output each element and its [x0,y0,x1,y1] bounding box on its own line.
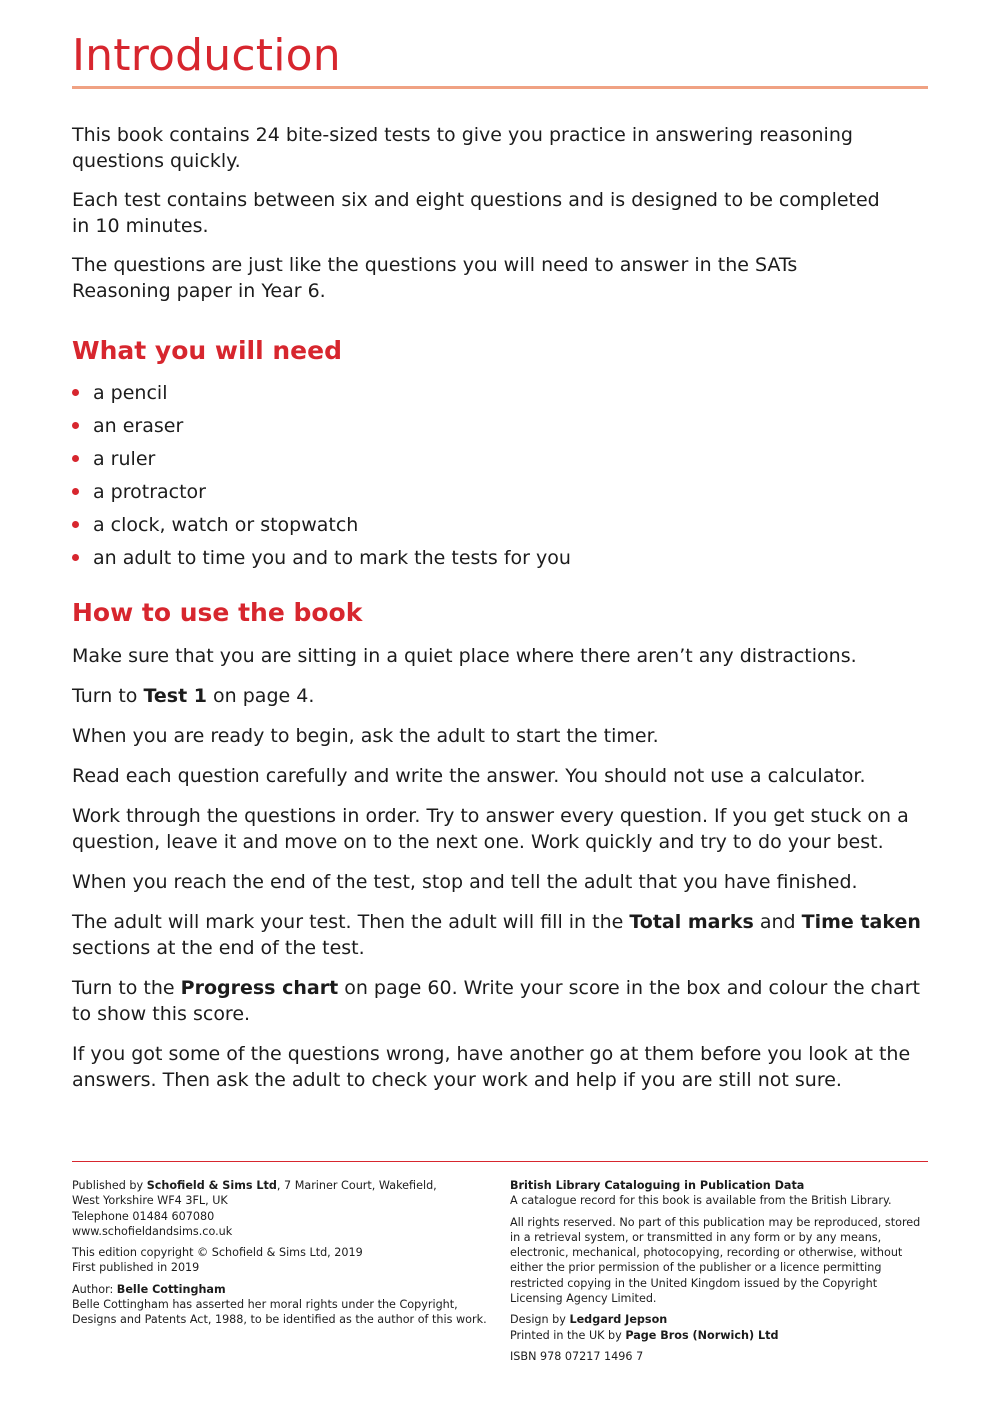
list-item [72,479,571,512]
howto-paragraph: If you got some of the questions wrong, have another go at them before you look at the answers. Then ask the adult to check your work and help if you are still not sure. [72,1043,911,1091]
bullet-icon [72,488,79,495]
list-item [72,446,571,479]
list-item-label: an adult to time you and to mark the tests for you [93,547,571,569]
title-divider [72,86,928,89]
bullet-icon [72,422,79,429]
bullet-icon [72,389,79,396]
need-list [72,380,571,578]
bullet-icon [72,554,79,561]
author-info: Author: Belle Cottingham Belle Cottingham has asserted her moral rights under the Copyright, Designs and Patents Act, 1988, to be identified as the author of this work. [72,1282,487,1327]
list-item [72,545,571,578]
howto-paragraph: Work through the questions in order. Try to answer every question. If you get stuck on a question, leave it and move on to the next one. Work quickly and try to do your best. [72,805,909,853]
footer-rights-info [510,1178,930,1370]
edition-info: This edition copyright © Schofield & Sims Ltd, 2019 First published in 2019 [72,1246,363,1275]
intro-section [72,122,882,317]
need-heading: What you will need [72,336,342,365]
howto-paragraph: Read each question carefully and write the answer. You should not use a calculator. [72,765,866,787]
intro-paragraph: Each test contains between six and eight questions and is designed to be completed in 10 minutes. [72,189,880,237]
list-item-label: a protractor [93,481,206,503]
rights-statement: All rights reserved. No part of this publication may be reproduced, stored in a retrieval system, or transmitted in any form or by any means, electronic, mechanical, photocopying, recording or otherwise, without either the prior permission of the publisher or a licence permitting restricted copying in the United Kingdom issued by the Copyright Licensing Agency Limited. [510,1215,921,1306]
howto-paragraph: When you are ready to begin, ask the adult to start the timer. [72,725,659,747]
design-printer-info: Design by Ledgard Jepson Printed in the UK by Page Bros (Norwich) Ltd [510,1313,779,1342]
howto-paragraph: Turn to the Progress chart on page 60. Write your score in the box and colour the chart to show this score. [72,977,920,1025]
isbn: ISBN 978 07217 1496 7 [510,1349,644,1363]
list-item-label: a pencil [93,382,168,404]
list-item [72,512,571,545]
publisher-address: Published by Schofield & Sims Ltd, 7 Mariner Court, Wakefield, West Yorkshire WF4 3FL, UK Telephone 01484 607080 www.schofieldandsims.co.uk [72,1179,437,1238]
footer-divider [72,1161,928,1162]
footer-publisher-info [72,1178,492,1334]
list-item-label: a ruler [93,448,156,470]
list-item-label: an eraser [93,415,184,437]
howto-paragraph: When you reach the end of the test, stop and tell the adult that you have finished. [72,871,858,893]
intro-paragraph: This book contains 24 bite-sized tests to give you practice in answering reasoning questions quickly. [72,124,853,172]
list-item-label: a clock, watch or stopwatch [93,514,359,536]
howto-paragraph: Turn to Test 1 on page 4. [72,685,315,707]
intro-paragraph: The questions are just like the questions you will need to answer in the SATs Reasoning paper in Year 6. [72,254,798,302]
howto-section [72,643,928,1107]
list-item [72,380,571,413]
list-item [72,413,571,446]
howto-heading: How to use the book [72,598,363,627]
page-title: Introduction [72,30,341,81]
howto-paragraph: The adult will mark your test. Then the adult will fill in the Total marks and Time taken sections at the end of the test. [72,911,921,959]
bullet-icon [72,455,79,462]
howto-paragraph: Make sure that you are sitting in a quiet place where there aren’t any distractions. [72,645,857,667]
bullet-icon [72,521,79,528]
cataloguing-info: British Library Cataloguing in Publication Data A catalogue record for this book is available from the British Library. [510,1179,892,1208]
